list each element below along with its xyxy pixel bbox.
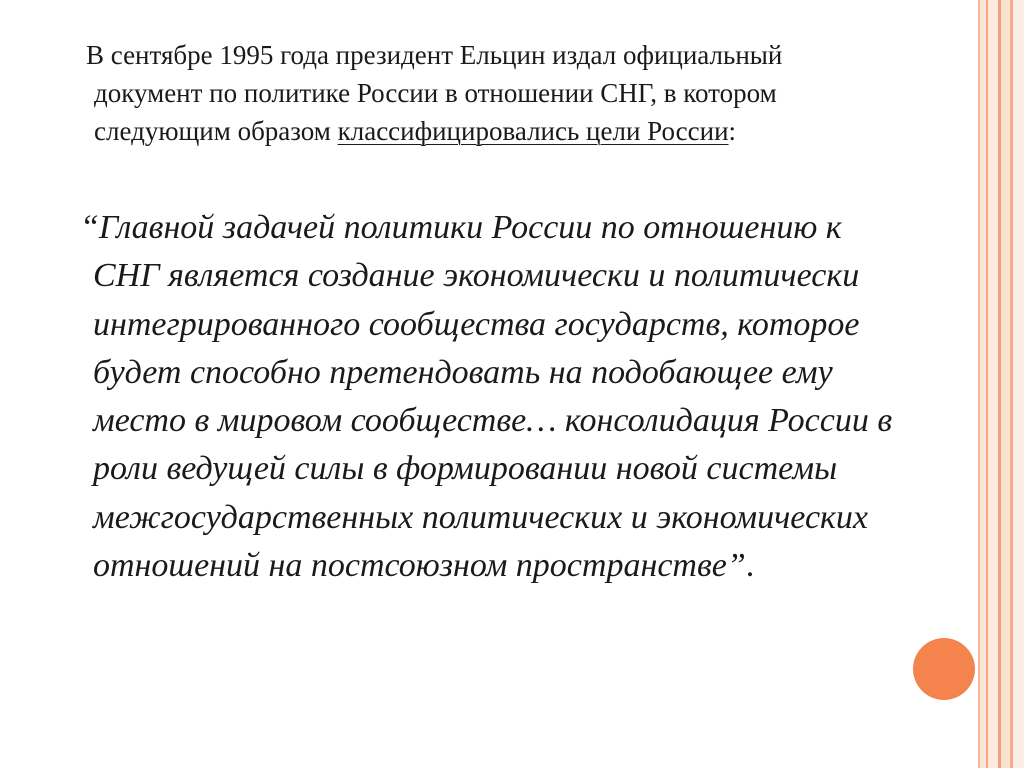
intro-text: В сентябре 1995 года президент Ельцин издал официальный документ по политике России в отношении СНГ, в котором следующим образом [86, 40, 783, 146]
border-stripe [1013, 0, 1024, 768]
intro-underlined-text: классифицировались цели России [337, 116, 729, 146]
quote-period: . [745, 547, 755, 585]
quote-text: “Главной задачей политики России по отношению к СНГ является создание экономически и политически интегрированного сообщества государств, которое будет способно претендовать на подобающее ему место в мировом сообществе… консолидация России в роли ведущей силы в формировании новой системы межгосударственных политических и экономических отношений на постсоюзном пространстве” [80, 209, 893, 585]
border-stripe [1001, 0, 1010, 768]
border-stripe [988, 0, 998, 768]
intro-paragraph [86, 36, 824, 150]
decorative-orb [913, 638, 975, 700]
intro-colon: : [728, 116, 737, 146]
quote-paragraph [80, 204, 913, 590]
